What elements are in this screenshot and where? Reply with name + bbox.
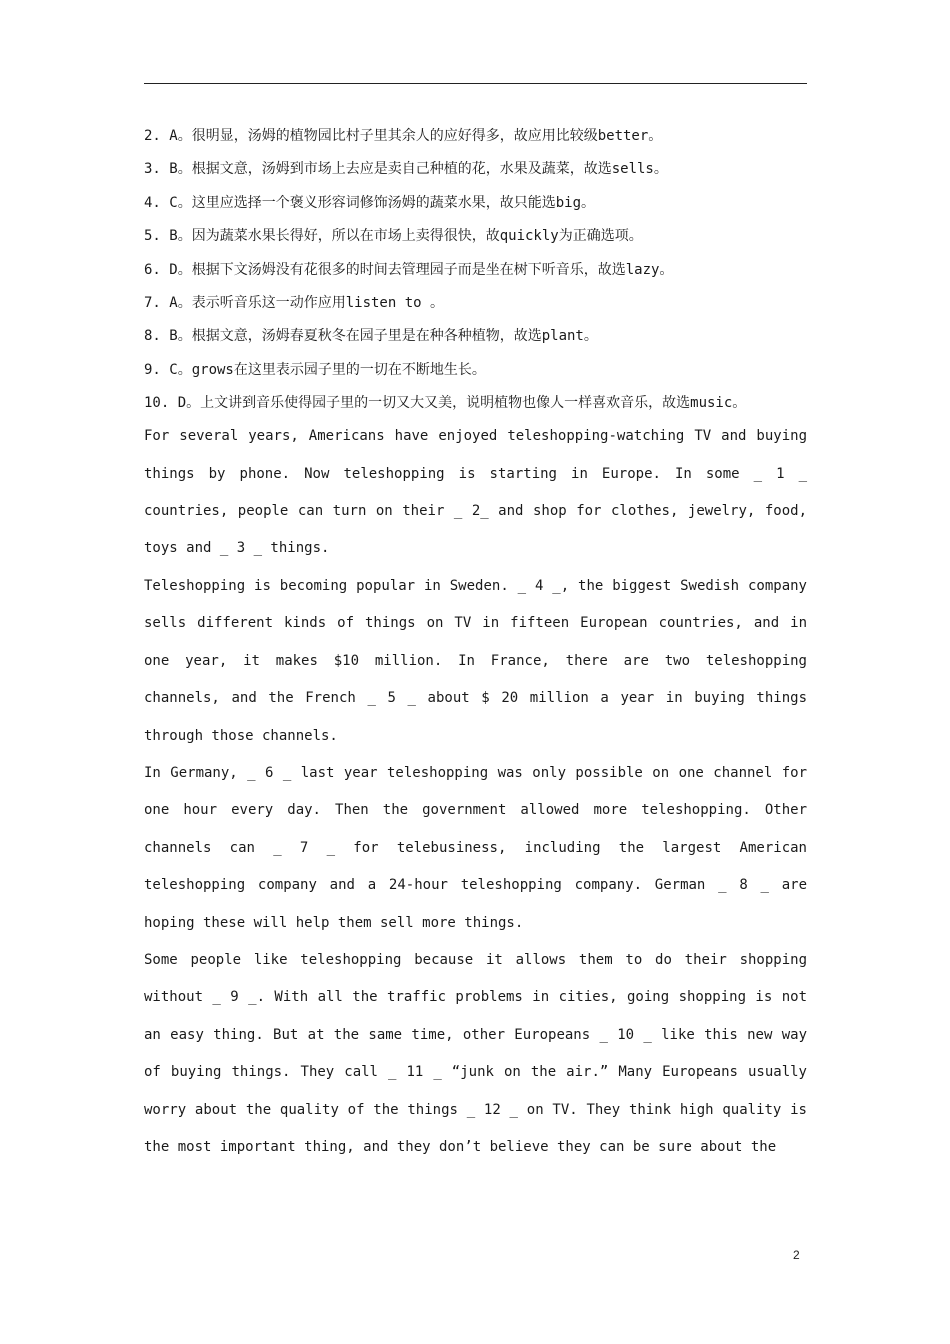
answer-line: 5. B。因为蔬菜水果长得好，所以在市场上卖得很快，故quickly为正确选项。 [144,228,643,245]
passage-paragraph: In Germany, _ 6 _ last year teleshopping was only possible on one channel for one hour every day. Then the government allowed more teleshopping. Other channels can _ 7 _ for telebusiness, including the largest American teleshopping company and a 24-hour teleshopping company. German _ 8 _ are hoping these will help them sell more things. [144,764,807,931]
answer-line: 6. D。根据下文汤姆没有花很多的时间去管理园子而是坐在树下听音乐，故选lazy。 [144,261,674,278]
header-rule [144,83,807,84]
passage-paragraph: Some people like teleshopping because it allows them to do their shopping without _ 9 _. With all the traffic problems in cities, going shopping is not an easy thing. But at the same time, other Europeans _ 10 _ like this new way of buying things. They call _ 11 _ “junk on the air.” Many Europeans usually worry about the quality of the things _ 12 _ on TV. They think high quality is the most important thing, and they don’t believe they can be sure about the [144,951,807,1155]
answer-line: 10. D。上文讲到音乐使得园子里的一切又大又美，说明植物也像人一样喜欢音乐，故选music。 [144,395,747,412]
answer-line: 9. C。grows在这里表示园子里的一切在不断地生长。 [144,361,486,378]
page-number: 2 [793,1248,800,1262]
answer-line: 2. A。很明显，汤姆的植物园比村子里其余人的应好得多，故应用比较级better。 [144,128,663,144]
passage-paragraph: Teleshopping is becoming popular in Sweden. _ 4 _, the biggest Swedish company sells different kinds of things on TV in fifteen European countries, and in one year, it makes $10 million. In France, there are two teleshopping channels, and the French _ 5 _ about $ 20 million a year in buying things through those channels. [144,577,807,744]
passage-paragraph: For several years, Americans have enjoyed teleshopping-watching TV and buying things by phone. Now teleshopping is starting in Europe. In some _ 1 _ countries, people can turn on their _ 2_ and shop for clothes, jewelry, food, toys and _ 3 _ things. [144,428,807,557]
answer-line: 8. B。根据文意，汤姆春夏秋冬在园子里是在种各种植物，故选plant。 [144,328,598,345]
answer-line: 7. A。表示听音乐这一动作应用listen to 。 [144,295,445,312]
page-content [144,120,807,1166]
answer-line: 3. B。根据文意，汤姆到市场上去应是卖自己种植的花，水果及蔬菜，故选sells。 [144,161,668,178]
answer-line: 4. C。这里应选择一个褒义形容词修饰汤姆的蔬菜水果，故只能选big。 [144,194,595,211]
